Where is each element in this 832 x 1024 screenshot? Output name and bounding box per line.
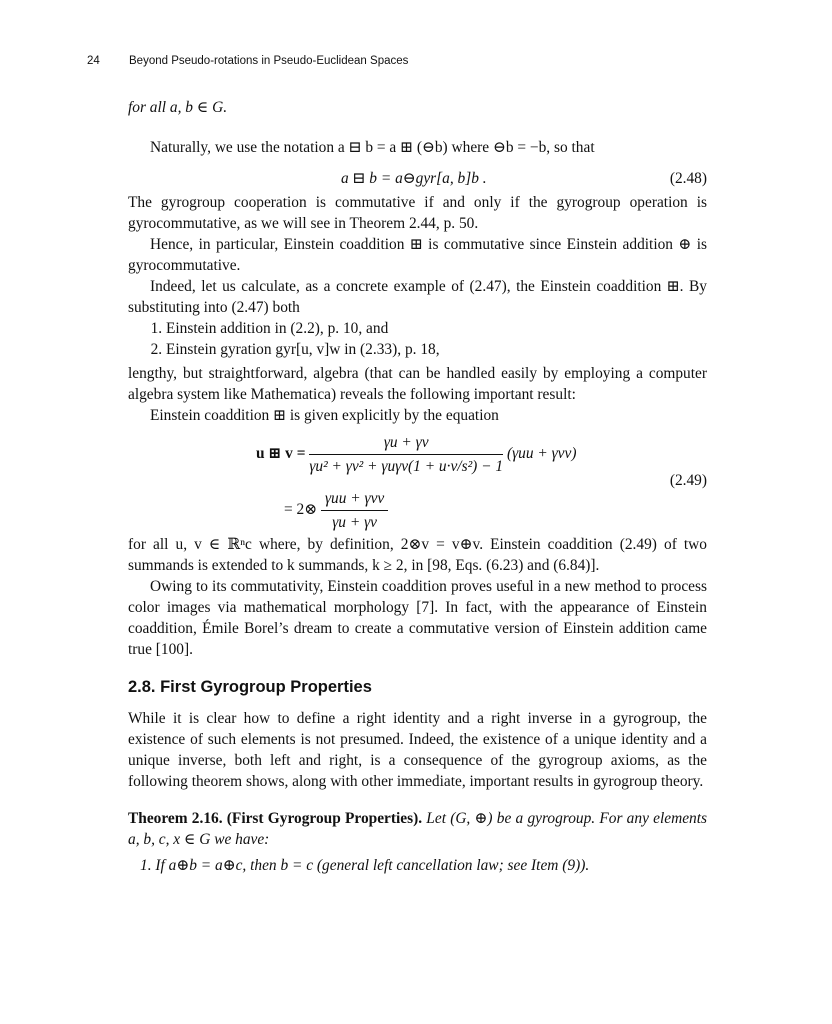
equation-2-49-fraction-2 [321,488,388,533]
running-title: Beyond Pseudo-rotations in Pseudo-Euclidean Spaces [129,55,409,67]
running-header [87,55,727,67]
theorem-item-1: 1. If a⊕b = a⊕c, then b = c (general left cancellation law; see Item (9)). [140,857,590,874]
equation-2-49-numerator-2: γuu + γvv [321,488,388,511]
paragraph-lengthy: lengthy, but straightforward, algebra (that can be handled easily by employing a computer algebra system like Mathematica) reveals the following important result: [128,365,707,403]
equation-2-49-line-2 [284,488,388,533]
equation-2-49-fraction-1 [309,432,503,477]
list-item: 1. Einstein addition in (2.2), p. 10, and [166,318,707,339]
equation-2-49-line-1 [256,432,576,477]
paragraph-coaddition-given: Einstein coaddition ⊞ is given explicitly by the equation [150,407,499,424]
equation-2-49-number: (2.49) [669,472,707,489]
equation-2-49-denominator-1: γu² + γv² + γuγv(1 + u·v/s²) − 1 [309,458,504,475]
list-item: 2. Einstein gyration gyr[u, v]w in (2.33), p. 18, [166,339,707,360]
theorem-statement [128,808,707,850]
equation-2-48-number: (2.48) [669,170,707,187]
equation-2-49-tail: (γuu + γvv) [506,445,577,463]
page-number: 24 [87,55,100,67]
equation-2-49-numerator-1: γu + γv [309,432,503,455]
equation-2-49 [128,426,707,534]
paragraph-for-all: for all u, v ∈ ℝⁿc where, by definition, 2⊗v = v⊕v. Einstein coaddition (2.49) of two summands is extended to k summands, k ≥ 2, in [98, Eqs. (6.23) and (6.84)]. [128,536,707,574]
section-title: 2.8. First Gyrogroup Properties [128,678,372,696]
theorem-text: Let (G, ⊕) be a gyrogroup. For any elements a, b, c, x ∈ G we have: [128,810,707,848]
equation-2-49-denominator-2: γu + γv [332,514,377,531]
substitution-list [128,318,707,360]
paragraph-section: While it is clear how to define a right identity and a right inverse in a gyrogroup, the existence of such elements is not presumed. Indeed, the existence of a unique identity and a unique inverse, both left and right, is a consequence of the gyrogroup axioms, as the following theorem shows, along with other immediate, important results in gyrogroup theory. [128,710,707,790]
paragraph-owing: Owing to its commutativity, Einstein coaddition proves useful in a new method to process color images via mathematical morphology [7]. In fact, with the appearance of Einstein coaddition, Émile Borel’s dream to create a commutative version of Einstein addition came true [100]. [128,578,707,658]
top-line: for all a, b ∈ G. [128,99,228,116]
theorem-label: Theorem 2.16. (First Gyrogroup Properties). [128,810,423,827]
equation-2-48 [128,168,707,190]
equation-2-48-body: a ⊟ b = a⊖gyr[a, b]b . [341,170,487,187]
paragraph-hence: Hence, in particular, Einstein coaddition ⊞ is commutative since Einstein addition ⊕ is gyrocommutative. [128,236,707,274]
equation-2-49-lhs: u ⊞ v = [256,445,306,463]
equation-2-49-rhs-prefix: = 2⊗ [284,501,318,519]
paragraph-commutative: The gyrogroup cooperation is commutative if and only if the gyrogroup operation is gyrocommutative, as we will see in Theorem 2.44, p. 50. [128,194,707,232]
paragraph-indeed: Indeed, let us calculate, as a concrete example of (2.47), the Einstein coaddition ⊞. By substituting into (2.47) both [128,278,707,316]
paragraph-notation: Naturally, we use the notation a ⊟ b = a ⊞ (⊖b) where ⊖b = −b, so that [150,139,595,156]
page-body [128,97,707,876]
